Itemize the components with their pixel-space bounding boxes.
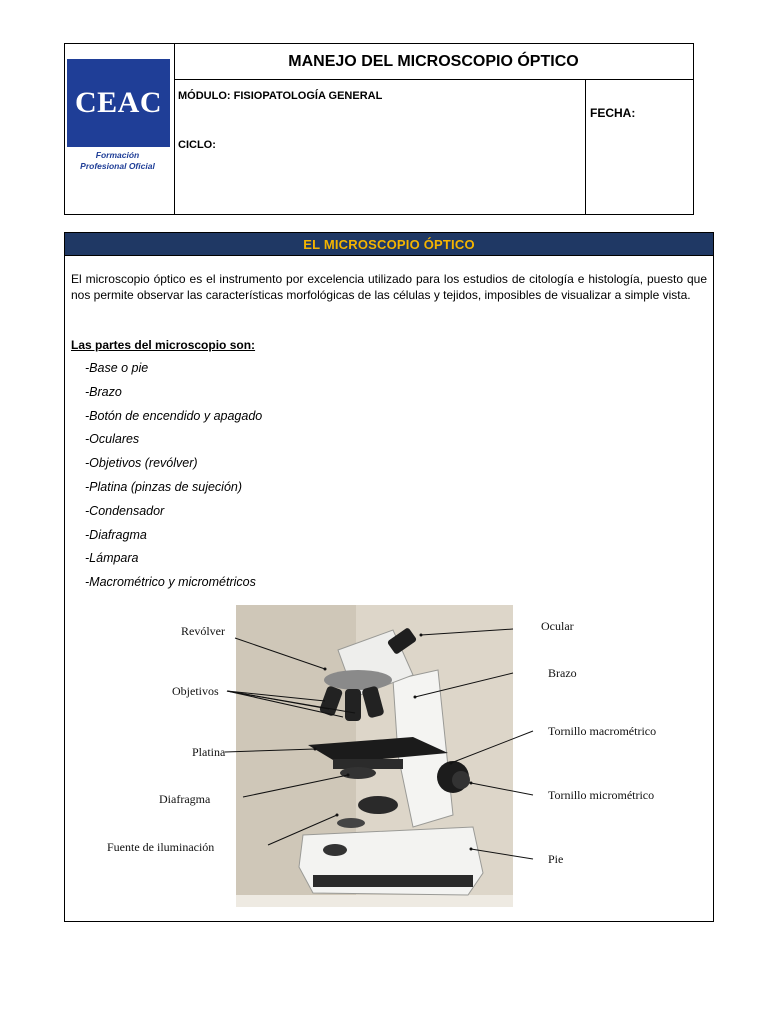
list-item: -Base o pie: [85, 361, 149, 375]
list-item: -Condensador: [85, 503, 165, 518]
label-diafragma: Diafragma: [159, 792, 211, 806]
document-title: MANEJO DEL MICROSCOPIO ÓPTICO: [288, 52, 579, 70]
module-cell: [174, 79, 586, 214]
logo-subtitle: [65, 150, 170, 172]
list-item: -Macrométrico y micrométricos: [85, 575, 256, 590]
label-fuente: Fuente de iluminación: [107, 840, 215, 854]
label-macro: Tornillo macrométrico: [548, 724, 657, 738]
logo-subtitle-line2: Profesional Oficial: [80, 161, 155, 171]
label-micro: Tornillo micrométrico: [548, 788, 655, 802]
list-item: -Diafragma: [85, 527, 147, 542]
label-platina: Platina: [192, 745, 226, 759]
label-pie: Pie: [548, 852, 564, 866]
logo-cell: [65, 44, 175, 214]
ceac-logo: [67, 59, 170, 147]
label-ocular: Ocular: [541, 619, 574, 633]
label-revolver: Revólver: [181, 624, 225, 638]
logo-subtitle-line1: Formación: [95, 150, 140, 160]
intro-paragraph: El microscopio óptico es el instrumento por excelencia utilizado para los estudios de citología e histología, puesto que nos permite observar las características morfológicas de las células y tejidos, imposibles de visualizar a simple vista.: [71, 272, 707, 302]
section-heading: EL MICROSCOPIO ÓPTICO: [303, 236, 475, 252]
list-item: -Lámpara: [85, 551, 139, 566]
section-heading-bar: [65, 233, 713, 256]
title-cell: [174, 44, 693, 80]
logo-text: CEAC: [74, 86, 162, 119]
content-panel: [64, 232, 714, 922]
list-item: -Objetivos (revólver): [85, 456, 198, 471]
module-label: MÓDULO: FISIOPATOLOGÍA GENERAL: [178, 90, 383, 102]
label-objetivos: Objetivos: [172, 684, 219, 698]
label-brazo: Brazo: [548, 666, 577, 680]
cycle-label: CICLO:: [178, 139, 216, 151]
list-item: -Botón de encendido y apagado: [85, 408, 263, 423]
list-item: -Platina (pinzas de sujeción): [85, 479, 243, 494]
parts-title: Las partes del microscopio son:: [71, 338, 256, 352]
document-header: [64, 43, 694, 215]
list-item: -Oculares: [85, 432, 140, 447]
list-item: -Brazo: [85, 384, 122, 399]
date-cell: [586, 79, 693, 214]
microscope-figure: [93, 605, 686, 907]
parts-list: [85, 359, 262, 597]
date-label: FECHA:: [590, 106, 636, 120]
